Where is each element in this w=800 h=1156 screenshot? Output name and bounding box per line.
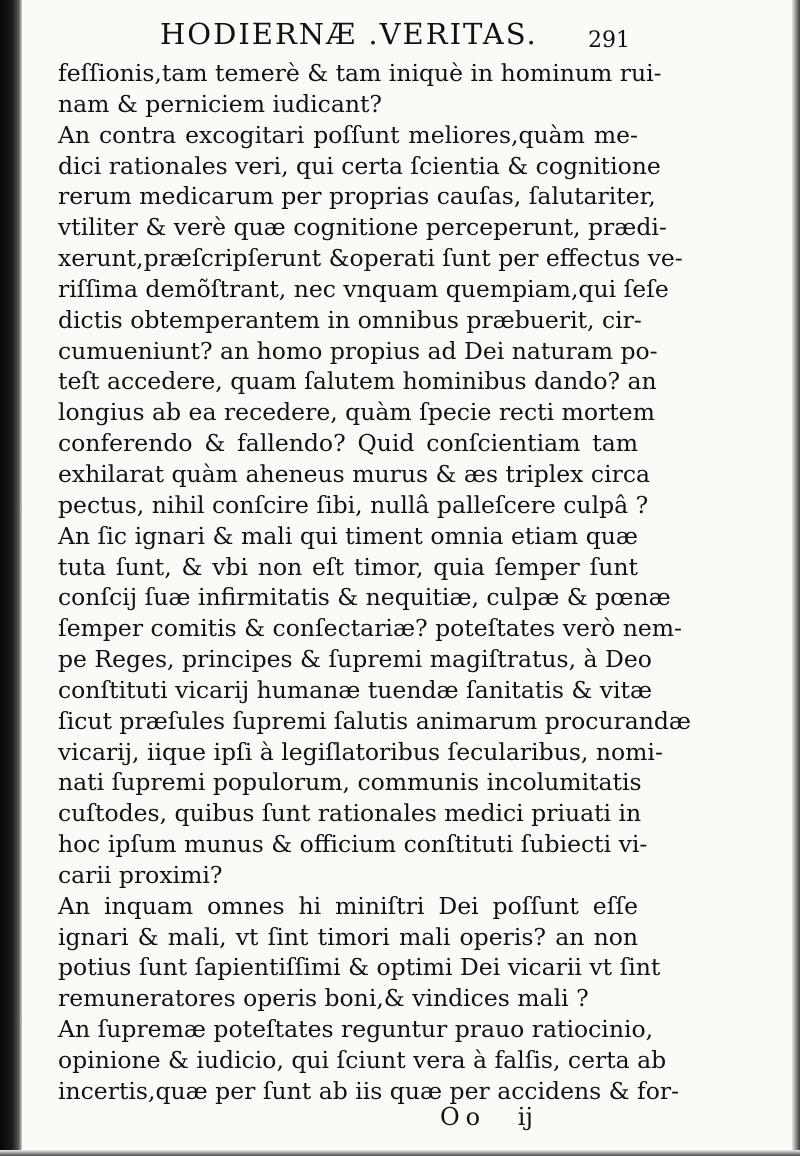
scan-edge-left — [0, 0, 22, 1156]
text-line: conſcij ſuæ infirmitatis & nequitiæ, culpæ & pœnæ — [58, 583, 671, 612]
text-line: xerunt,præſcripſerunt &operati ſunt per effectus ve- — [58, 244, 683, 273]
text-line: hoc ipſum munus & officium conſtituti ſubiecti vi- — [58, 830, 648, 859]
text-line: ſemper comitis & conſectariæ? poteſtates verò nem- — [58, 614, 682, 643]
text-line: feſſionis,tam temerè & tam iniquè in hominum rui- — [58, 59, 662, 87]
scan-edge-bottom — [0, 1150, 800, 1156]
text-line: dictis obtemperantem in omnibus præbuerit, cir- — [58, 305, 642, 334]
text-line: pectus, nihil conſcire ſibi, nullâ palleſcere culpâ ? — [58, 490, 649, 519]
scan-edge-right — [792, 0, 800, 1156]
text-line: cuſtodes, quibus ſunt rationales medici priuati in — [58, 799, 642, 828]
text-line: longius ab ea recedere, quàm ſpecie recti mortem — [58, 398, 655, 427]
text-line: An inquam omnes hi miniſtri Dei poſſunt eſſe — [58, 891, 638, 920]
text-line: dici rationales veri, qui certa ſcientia & cognitione — [58, 151, 661, 180]
text-line: nati ſupremi populorum, communis incolumitatis — [58, 768, 642, 797]
text-line: teſt accedere, quam ſalutem hominibus dando? an — [58, 367, 657, 396]
text-line: An ſupremæ poteſtates reguntur prauo ratiocinio, — [58, 1015, 654, 1044]
text-line: rerum medicarum per proprias cauſas, ſalutariter, — [58, 182, 656, 211]
text-line: incertis,quæ per ſunt ab iis quæ per accidens & for- — [58, 1076, 680, 1105]
text-line: vtiliter & verè quæ cognitione perceperunt, prædi- — [58, 213, 667, 242]
signature-number: ij — [517, 1103, 533, 1131]
text-line: An ſic ignari & mali qui timent omnia etiam quæ — [58, 521, 638, 550]
signature-mark — [440, 1100, 533, 1134]
body-text — [58, 58, 692, 1107]
text-line: riſſima demõſtrant, nec vnquam quempiam,qui ſeſe — [58, 274, 669, 303]
text-line: pe Reges, principes & ſupremi magiſtratus, à Deo — [58, 645, 652, 674]
text-line: ſicut præſules ſupremi ſalutis animarum procurandæ — [58, 706, 692, 735]
signature-letters: Oo — [440, 1103, 487, 1131]
running-title: HODIERNÆ .VERITAS. — [160, 17, 538, 51]
text-line: tuta ſunt, & vbi non eſt timor, quia ſemper ſunt — [58, 552, 638, 581]
text-line: vicarij, iique ipſi à legiſlatoribus ſecularibus, nomi- — [58, 737, 663, 766]
text-line: An contra excogitari poſſunt meliores,quàm me- — [58, 120, 638, 149]
text-line: nam & perniciem iudicant? — [58, 89, 383, 118]
text-line: ignari & mali, vt ſint timori mali operis? an non — [58, 922, 638, 951]
text-line: exhilarat quàm aheneus murus & æs triplex circa — [58, 459, 650, 488]
text-line: conferendo & fallendo? Quid conſcientiam tam — [58, 429, 638, 458]
text-line: potius ſunt ſapientiſſimi & optimi Dei vicarii vt ſint — [58, 953, 661, 982]
page-number: 291 — [588, 28, 630, 53]
text-line: remuneratores operis boni,& vindices mali ? — [58, 984, 589, 1013]
text-line: conſtituti vicarij humanæ tuendæ ſanitatis & vitæ — [58, 675, 653, 704]
text-line: carii proximi? — [58, 860, 223, 889]
text-line: opinione & iudicio, qui ſciunt vera à falſis, certa ab — [58, 1046, 667, 1074]
text-line: cumueniunt? an homo propius ad Dei naturam po- — [58, 336, 658, 365]
